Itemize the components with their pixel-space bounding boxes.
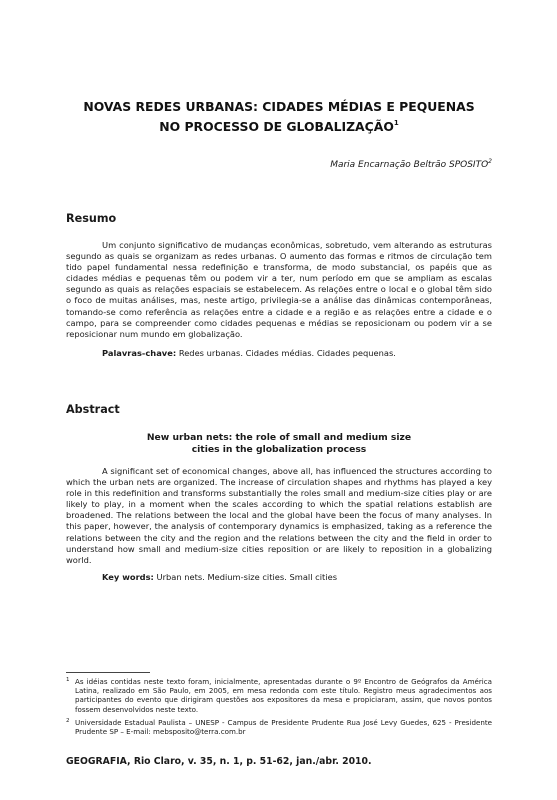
footnote-1: [66, 677, 492, 714]
author-name: Maria Encarnação Beltrão SPOSITO: [330, 160, 489, 170]
resumo-keywords: [102, 348, 396, 358]
article-title: [66, 98, 492, 135]
footnote-2: [66, 718, 492, 736]
author-footnote-mark: 2: [488, 158, 492, 165]
footnote-1-text: As idéias contidas neste texto foram, inicialmente, apresentadas durante o 9º Encontro de Geógrafos da América Latina, realizado em São Paulo, em 2005, em mesa redonda com este título. Registro meus agradecimentos aos participantes do evento que dirigiram questões aos expositores da mesa e propiciaram, assim, que novos pontos fossem desenvolvidos neste texto.: [75, 677, 492, 714]
author-line: [330, 158, 492, 170]
footnote-2-mark: 2: [66, 718, 70, 724]
abstract-title-line-2: cities in the globalization process: [191, 444, 367, 455]
resumo-heading: Resumo: [66, 212, 117, 225]
title-footnote-mark: 1: [393, 119, 399, 127]
resumo-keywords-text: Redes urbanas. Cidades médias. Cidades pequenas.: [178, 348, 396, 358]
abstract-body: A significant set of economical changes, above all, has influenced the structures according to which the urban nets are organized. The increase of circulation shapes and rhythms has played a key role in this redefinition and transforms substantially the roles small and medium-size cities play or are likely to play, in a moment when the scales according to which the spatial relations establish are broadened. The relations between the local and the global have been the focus of many analyses. In this paper, however, the analysis of contemporary dynamics is emphasized, taking as a reference the relations between the city and the region and the relations between the city and the field in order to understand how small and medium-size cities reposition or are likely to reposition in a globalizing world.: [66, 466, 492, 565]
abstract-title: [66, 432, 492, 456]
resumo-keywords-label: Palavras-chave:: [102, 348, 177, 358]
abstract-keywords-text: Urban nets. Medium-size cities. Small cities: [156, 572, 338, 582]
abstract-heading: Abstract: [66, 403, 120, 416]
footnote-2-text: Universidade Estadual Paulista – UNESP - Campus de Presidente Prudente Rua José Levy Guedes, 625 - Presidente Prudente SP – E-mail: mebsposito@terra.com.br: [75, 718, 492, 737]
title-line-2: NO PROCESSO DE GLOBALIZAÇÃO: [159, 119, 394, 134]
abstract-keywords-label: Key words:: [102, 572, 154, 582]
footnote-1-mark: 1: [66, 677, 70, 683]
abstract-keywords: [102, 572, 337, 582]
footnote-divider: [66, 672, 150, 673]
title-line-1: NOVAS REDES URBANAS: CIDADES MÉDIAS E PEQUENAS: [83, 99, 475, 114]
abstract-title-line-1: New urban nets: the role of small and medium size: [146, 432, 412, 443]
journal-footer: GEOGRAFIA, Rio Claro, v. 35, n. 1, p. 51-62, jan./abr. 2010.: [66, 756, 372, 767]
resumo-body: Um conjunto significativo de mudanças econômicas, sobretudo, vem alterando as estruturas segundo as quais se organizam as redes urbanas. O aumento das formas e ritmos de circulação tem tido papel fundamental nessa redefinição e transforma, de modo substancial, os papéis que as cidades médias e pequenas têm ou podem vir a ter, num período em que se ampliam as escalas segundo as quais as relações espaciais se estabelecem. As relações entre o local e o global têm sido o foco de muitas análises, mas, neste artigo, privilegia-se a análise das dinâmicas contemporâneas, tomando-se como referência as relações entre a cidade e a região e as relações entre a cidade e o campo, para se compreender como cidades pequenas e médias se reposicionam ou podem vir a se reposicionar num mundo em globalização.: [66, 240, 492, 339]
